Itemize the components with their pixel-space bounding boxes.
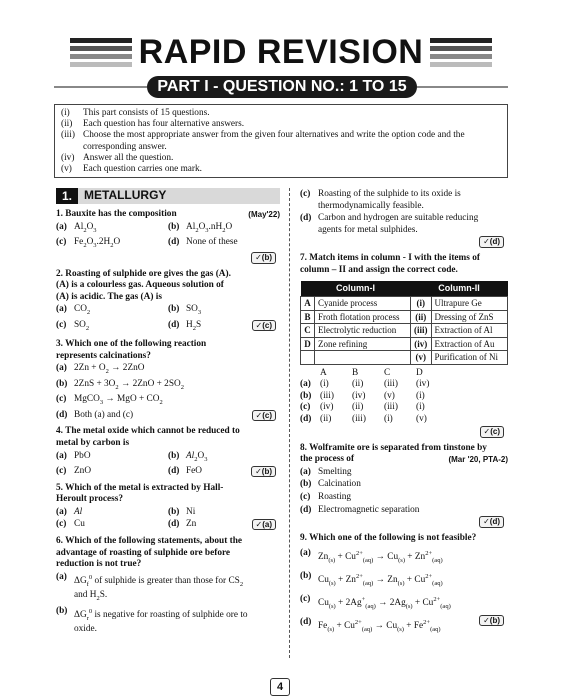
page-header xyxy=(0,34,562,70)
question-7: 7. Match items in column - I with the items of column – II and assign the correct code. xyxy=(300,253,480,275)
answer-badge: ✓(b) xyxy=(479,615,504,626)
left-column xyxy=(56,188,280,636)
question-8-options: (a) Smelting (b) Calcination (c) Roasting (d) Electromagnetic separation xyxy=(300,466,420,515)
right-column xyxy=(300,188,508,637)
question-2: 2. Roasting of sulphide ore gives the gas (A). (A) is a colourless gas. Aqueous solution of (A) is acidic. The gas (A) is xyxy=(56,268,231,302)
question-4-options: (a) PbO (b) $Al_2O_3$ (c) ZnO (d) FeO ✓(b) xyxy=(56,450,280,478)
part-line-right xyxy=(417,86,508,88)
match-codes: A B C D (a) (i) (ii) (iii) (iv) (b) (iii) (iv) (v) (i) (c) (iv) (ii) (iii) (i) (d) (ii) (iii) (i) (v) xyxy=(300,367,430,425)
instructions-box: (i) This part consists of 15 questions. (ii) Each question has four alternative answers. (iii) Choose the most appropriate answer from the given four alternatives and write the option code and the corresponding answer. (iv) Answer all the question. (v) Each question carries one mark. xyxy=(54,104,508,178)
answer-badge: ✓(b) xyxy=(251,466,276,477)
question-4: 4. The metal oxide which cannot be reduced to metal by carbon is xyxy=(56,426,240,448)
part-heading: PART I - QUESTION NO.: 1 TO 15 xyxy=(147,76,417,98)
question-6-options-cont: (c) Roasting of the sulphide to its oxide is thermodynamically feasible. (d) Carbon and hydrogen are suitable reducing agents for metal sulphides. xyxy=(300,189,479,235)
question-6: 6. Which of the following statements, about the advantage of roasting of sulphide ore before reduction is not true? xyxy=(56,535,243,570)
question-5: 5. Which of the metal is extracted by Hall- Heroult process? xyxy=(56,482,224,505)
question-1-options: (a) $Al_2O_3$ (b) $Al_2O_3.nH_2O$ (c) $Fe_2O_3.2H_2O$ (d) None of these xyxy=(56,221,238,249)
page-number: 4 xyxy=(270,678,290,696)
question-3: 3. Which one of the following reaction represents calcinations? xyxy=(56,339,207,361)
answer-badge: ✓(c) xyxy=(252,410,276,421)
header-stripes-right xyxy=(430,38,492,66)
question-6-options: (a) $\Delta G_f^0$ of sulphide is greater than those for $CS_2$ and $H_2S$. (b) $\Delta G_r^0$ is negative for roasting of sulphide ore to oxide. xyxy=(56,571,248,635)
section-heading: 1. METALLURGY xyxy=(56,188,280,204)
page-title: RAPID REVISION xyxy=(138,33,424,71)
question-1: 1. Bauxite has the composition (May'22) xyxy=(56,209,280,219)
question-8: 8. Wolframite ore is separated from tinstone by the process of (Mar '20, PTA-2) xyxy=(300,442,508,465)
match-table: Column-I Column-II A Cyanide process (i) Ultrapure Ge B Froth flotation process (ii) Dressing of ZnS C Electrolytic reduction (iii) Extraction of Al D Zone refining (iv) Extraction of Au (v) Purification of Ni xyxy=(300,281,508,365)
answer-badge: ✓(d) xyxy=(479,236,504,248)
answer-badge: ✓(a) xyxy=(252,519,276,530)
answer-badge: ✓(d) xyxy=(479,516,504,528)
question-5-options: (a) Al (b) Ni (c) Cu (d) Zn ✓(a) xyxy=(56,506,280,531)
part-line-left xyxy=(54,86,147,88)
question-9-options: (a) $Zn_{(s)} + Cu^{2+}_{(aq)} \to Cu_{(s)} + Zn^{2+}_{(aq)}$ (b) $Cu_{(s)} + Zn^{2+}_{(aq)} \to Zn_{(s)} + Cu^{2+}_{(aq)}$ (c) $Cu_{(s)} + 2Ag^+_{(aq)} \to 2Ag_{(s)} + Cu^{2+}_{(aq)}$ (d) $Fe_{(s)} + Cu^{2+}_{(aq)} \to Cu_{(s)} + Fe^{2+}_{(aq)}$ ✓(b) xyxy=(300,545,508,637)
column-divider xyxy=(289,188,290,658)
answer-badge: ✓(c) xyxy=(480,426,504,438)
header-stripes-left xyxy=(70,38,132,66)
question-3-options: (a) $2Zn + O_2 \to 2ZnO$ (b) $2ZnS + 3O_2 \to 2ZnO + 2SO_2$ (c) MgCO$_3$ → MgO + $CO_2$ (d) Both (a) and (c) ✓(c) xyxy=(56,362,280,421)
answer-badge: ✓(b) xyxy=(251,252,276,264)
question-9: 9. Which one of the following is not feasible? xyxy=(300,533,477,544)
answer-badge: ✓(c) xyxy=(252,320,276,331)
question-2-options: (a) $CO_2$ (b) $SO_3$ (c) $SO_2$ (d) $H_2S$ ✓(c) xyxy=(56,303,280,334)
